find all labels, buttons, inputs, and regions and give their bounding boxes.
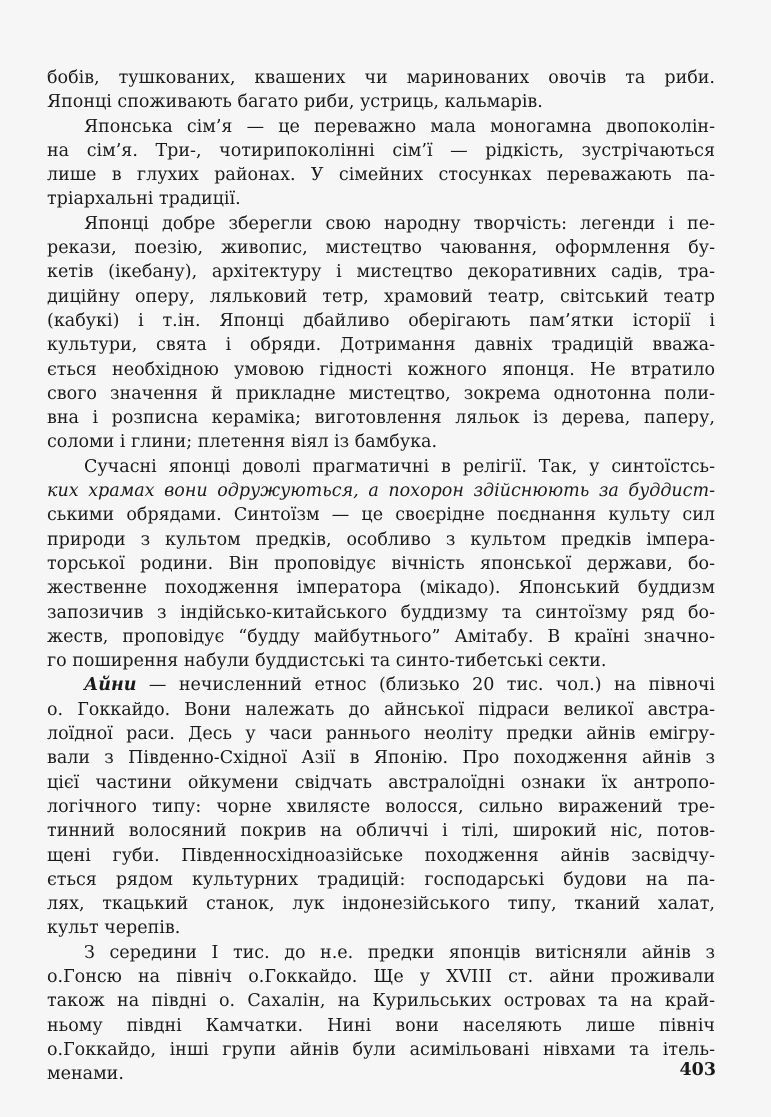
line-text: рекази, поезію, живопис, мистецтво чаювання, оформлення бу- bbox=[47, 238, 715, 259]
text-line bbox=[47, 673, 715, 697]
text-line bbox=[47, 187, 715, 211]
text-line bbox=[47, 1014, 715, 1038]
line-text: менами. bbox=[47, 1064, 124, 1085]
text-line bbox=[47, 163, 715, 187]
paragraph bbox=[47, 673, 715, 940]
line-text: також на півдні о. Сахалін, на Курильських островах та на край- bbox=[47, 991, 715, 1012]
line-text: лях, ткацький станок, лук індонезійського типу, тканий халат, bbox=[47, 894, 715, 915]
text-line bbox=[47, 115, 715, 139]
text-line bbox=[47, 260, 715, 284]
line-text: Японська сім’я — це переважно мала моногамна двопоколін- bbox=[84, 116, 715, 137]
line-text: торської родини. Він проповідує вічність японської держави, бо- bbox=[47, 553, 715, 574]
line-text: лише в глухих районах. У сімейних стосунках переважають па- bbox=[47, 165, 715, 186]
line-text: ньому півдні Камчатки. Нині вони населяють лише північ bbox=[47, 1015, 715, 1036]
line-text: запозичив з індійсько-китайського буддизму та синтоїзму ряд бо- bbox=[47, 602, 715, 623]
text-line bbox=[47, 479, 715, 503]
text-line bbox=[47, 601, 715, 625]
text-line bbox=[47, 625, 715, 649]
line-text: диційну оперу, ляльковий тетр, храмовий театр, світський театр bbox=[47, 286, 715, 307]
text-line bbox=[47, 285, 715, 309]
line-text: Японці добре зберегли свою народну творчість: легенди і пе- bbox=[84, 213, 715, 234]
line-text: Сучасні японці доволі прагматичні в релігії. Так, у синтоїстсь- bbox=[84, 456, 715, 477]
text-line bbox=[47, 844, 715, 868]
line-text: о.Гоккайдо, інші групи айнів були асимільовані нівхами та ітель- bbox=[47, 1039, 715, 1060]
line-text: ється рядом культурних традицій: господарські будови на па- bbox=[47, 869, 715, 890]
text-line bbox=[47, 212, 715, 236]
text-line bbox=[47, 358, 715, 382]
line-text: тріархальні традиції. bbox=[47, 189, 241, 210]
text-line bbox=[47, 795, 715, 819]
text-line bbox=[47, 819, 715, 843]
paragraph bbox=[47, 66, 715, 115]
text-line bbox=[47, 455, 715, 479]
page-number: 403 bbox=[679, 1060, 716, 1080]
paragraph bbox=[47, 455, 715, 674]
line-text: щені губи. Південносхідноазійське походження айнів засвідчу- bbox=[47, 845, 715, 866]
text-line bbox=[47, 576, 715, 600]
line-text: ється необхідною умовою гідності кожного японця. Не втратило bbox=[47, 359, 715, 380]
text-line bbox=[47, 503, 715, 527]
text-line bbox=[47, 430, 715, 454]
line-text: на сім’я. Три-, чотирипоколінні сім’ї — рідкість, зустрічаються bbox=[47, 140, 715, 161]
text-line bbox=[47, 989, 715, 1013]
line-text: природи з культом предків, особливо з культом предків імпера- bbox=[47, 529, 715, 550]
text-line bbox=[47, 1062, 715, 1086]
text-line bbox=[47, 941, 715, 965]
line-text: вали з Південно-Східної Азії в Японію. Про походження айнів з bbox=[47, 748, 715, 769]
text-line bbox=[47, 916, 715, 940]
line-text: бобів, тушкованих, квашених чи маринованих овочів та риби. bbox=[47, 68, 715, 88]
line-text: свого значення й прикладне мистецтво, зокрема однотонна поли- bbox=[47, 383, 715, 404]
paragraph bbox=[47, 212, 715, 455]
text-line bbox=[47, 236, 715, 260]
line-text: жественне походження імператора (мікадо). Японський буддизм bbox=[47, 578, 715, 599]
line-text: З середини І тис. до н.е. предки японців витісняли айнів з bbox=[84, 942, 715, 963]
text-line bbox=[47, 746, 715, 770]
text-line bbox=[47, 66, 715, 90]
text-line bbox=[47, 722, 715, 746]
text-line bbox=[47, 771, 715, 795]
line-text: го поширення набули буддистські та синто-тибетські секти. bbox=[47, 651, 607, 672]
line-text: — нечисленний етнос (близько 20 тис. чол.) на півночі bbox=[136, 675, 715, 696]
body-text bbox=[47, 66, 715, 1086]
line-text: кетів (ікебану), архітектуру і мистецтво декоративних садів, тра- bbox=[47, 262, 715, 283]
line-text: (кабукі) і т.ін. Японці дбайливо оберігають пам’ятки історії і bbox=[47, 310, 715, 331]
line-text: вна і розписна кераміка; виготовлення ляльок із дерева, паперу, bbox=[47, 408, 715, 429]
lead-term: Айни bbox=[84, 675, 137, 696]
line-text: цієї частини ойкумени свідчать австралоїдні ознаки їх антропо- bbox=[47, 772, 715, 793]
text-line bbox=[47, 649, 715, 673]
text-line bbox=[47, 965, 715, 989]
line-text: культури, свята і обряди. Дотримання давніх традицій вважа- bbox=[47, 335, 715, 356]
line-text: культ черепів. bbox=[47, 918, 181, 939]
line-text: тинний волосяний покрив на обличчі і тілі, широкий ніс, потов- bbox=[47, 821, 715, 842]
text-line bbox=[47, 90, 715, 114]
text-line bbox=[47, 868, 715, 892]
text-line bbox=[47, 552, 715, 576]
text-line bbox=[47, 528, 715, 552]
line-text: жеств, проповідує “будду майбутнього” Амітабу. В країні значно- bbox=[47, 626, 715, 647]
line-text: соломи і глини; плетення віял із бамбука. bbox=[47, 432, 438, 453]
text-line bbox=[47, 1038, 715, 1062]
text-line bbox=[47, 139, 715, 163]
line-text: Японці споживають багато риби, устриць, кальмарів. bbox=[47, 92, 543, 113]
text-line bbox=[47, 698, 715, 722]
line-text: о.Гонсю на північ о.Гоккайдо. Ще у XVIII ст. айни проживали bbox=[47, 966, 715, 987]
text-line bbox=[47, 382, 715, 406]
paragraph bbox=[47, 941, 715, 1087]
line-text: ськими обрядами. Синтоїзм — це своєрідне поєднання культу сил bbox=[47, 505, 715, 526]
line-text: лоїдної раси. Десь у часи раннього неоліту предки айнів емігру- bbox=[47, 724, 715, 745]
line-text: ких храмах вони одружуються, а похорон здійснюють за буддист- bbox=[47, 481, 715, 502]
line-text: логічного типу: чорне хвилясте волосся, сильно виражений тре- bbox=[47, 796, 715, 817]
text-line bbox=[47, 333, 715, 357]
text-line bbox=[47, 309, 715, 333]
paragraph bbox=[47, 115, 715, 212]
text-line bbox=[47, 406, 715, 430]
line-text: о. Гоккайдо. Вони належать до айнської підраси великої австра- bbox=[47, 699, 715, 720]
text-line bbox=[47, 892, 715, 916]
